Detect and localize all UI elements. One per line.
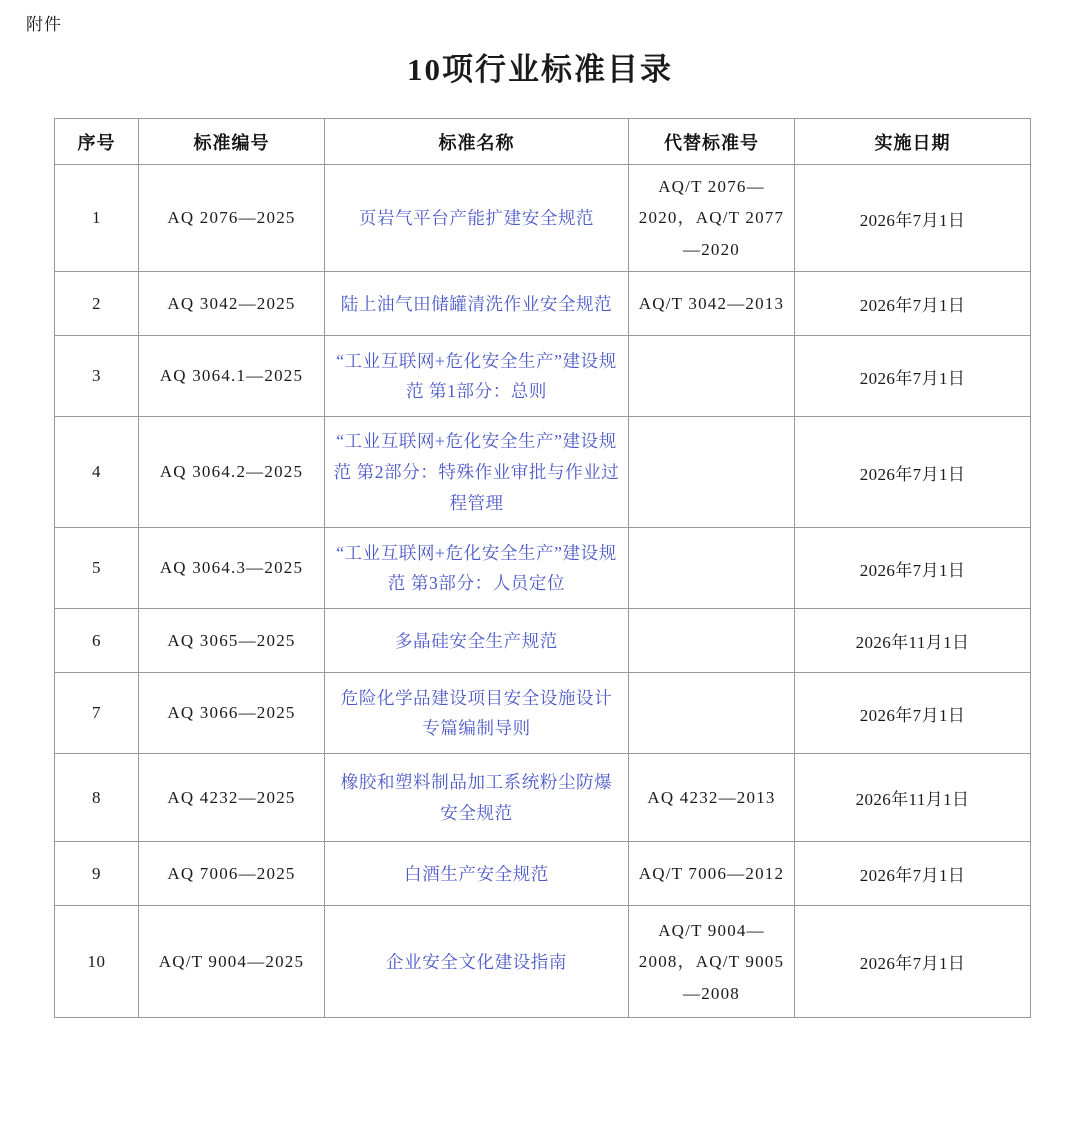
cell-effective-date: 2026年11月1日 [795,609,1031,673]
cell-replaced-code [629,336,795,417]
cell-standard-name-link[interactable]: 企业安全文化建设指南 [325,906,629,1018]
attachment-label: 附件 [26,15,62,34]
cell-standard-code: AQ/T 9004—2025 [139,906,325,1018]
table-row [55,336,1031,417]
table-row [55,754,1031,842]
cell-standard-name-link[interactable]: 橡胶和塑料制品加工系统粉尘防爆安全规范 [325,754,629,842]
column-header-effective-date: 实施日期 [795,119,1031,165]
cell-seq: 1 [55,165,139,272]
table-header [55,119,1031,165]
cell-effective-date: 2026年7月1日 [795,673,1031,754]
table-row [55,272,1031,336]
page-title: 10项行业标准目录 [407,52,673,87]
cell-standard-name-link[interactable]: 页岩气平台产能扩建安全规范 [325,165,629,272]
cell-standard-code: AQ 7006—2025 [139,842,325,906]
cell-standard-name-link[interactable]: 陆上油气田储罐清洗作业安全规范 [325,272,629,336]
cell-standard-name-link[interactable]: 危险化学品建设项目安全设施设计专篇编制导则 [325,673,629,754]
cell-effective-date: 2026年7月1日 [795,906,1031,1018]
cell-standard-name-link[interactable]: 多晶硅安全生产规范 [325,609,629,673]
cell-replaced-code: AQ/T 3042—2013 [629,272,795,336]
cell-standard-code: AQ 4232—2025 [139,754,325,842]
cell-standard-code: AQ 3064.1—2025 [139,336,325,417]
cell-effective-date: 2026年7月1日 [795,528,1031,609]
cell-effective-date: 2026年7月1日 [795,165,1031,272]
table-row [55,165,1031,272]
cell-effective-date: 2026年7月1日 [795,336,1031,417]
cell-standard-code: AQ 3065—2025 [139,609,325,673]
cell-effective-date: 2026年11月1日 [795,754,1031,842]
table-row [55,842,1031,906]
table-body [55,165,1031,1018]
column-header-replaced-code: 代替标准号 [629,119,795,165]
cell-seq: 10 [55,906,139,1018]
cell-seq: 2 [55,272,139,336]
table-row [55,417,1031,528]
standards-table [54,118,1031,1018]
table-row [55,528,1031,609]
cell-replaced-code: AQ/T 7006—2012 [629,842,795,906]
cell-standard-code: AQ 2076—2025 [139,165,325,272]
table-row [55,906,1031,1018]
cell-standard-code: AQ 3042—2025 [139,272,325,336]
cell-seq: 7 [55,673,139,754]
cell-seq: 3 [55,336,139,417]
cell-seq: 4 [55,417,139,528]
cell-replaced-code: AQ/T 2076—2020，AQ/T 2077—2020 [629,165,795,272]
cell-standard-code: AQ 3064.3—2025 [139,528,325,609]
table-row [55,673,1031,754]
table-header-row [55,119,1031,165]
cell-seq: 8 [55,754,139,842]
cell-standard-code: AQ 3064.2—2025 [139,417,325,528]
cell-effective-date: 2026年7月1日 [795,272,1031,336]
cell-effective-date: 2026年7月1日 [795,417,1031,528]
cell-standard-code: AQ 3066—2025 [139,673,325,754]
cell-replaced-code [629,417,795,528]
cell-standard-name-link[interactable]: “工业互联网+危化安全生产”建设规范 第1部分：总则 [325,336,629,417]
cell-standard-name-link[interactable]: “工业互联网+危化安全生产”建设规范 第2部分：特殊作业审批与作业过程管理 [325,417,629,528]
cell-effective-date: 2026年7月1日 [795,842,1031,906]
column-header-standard-code: 标准编号 [139,119,325,165]
column-header-seq: 序号 [55,119,139,165]
standards-table-container [54,118,1030,1018]
cell-standard-name-link[interactable]: 白酒生产安全规范 [325,842,629,906]
cell-replaced-code: AQ 4232—2013 [629,754,795,842]
cell-replaced-code: AQ/T 9004—2008，AQ/T 9005—2008 [629,906,795,1018]
column-header-standard-name: 标准名称 [325,119,629,165]
cell-seq: 9 [55,842,139,906]
cell-standard-name-link[interactable]: “工业互联网+危化安全生产”建设规范 第3部分：人员定位 [325,528,629,609]
table-row [55,609,1031,673]
cell-seq: 6 [55,609,139,673]
cell-seq: 5 [55,528,139,609]
cell-replaced-code [629,609,795,673]
cell-replaced-code [629,673,795,754]
cell-replaced-code [629,528,795,609]
